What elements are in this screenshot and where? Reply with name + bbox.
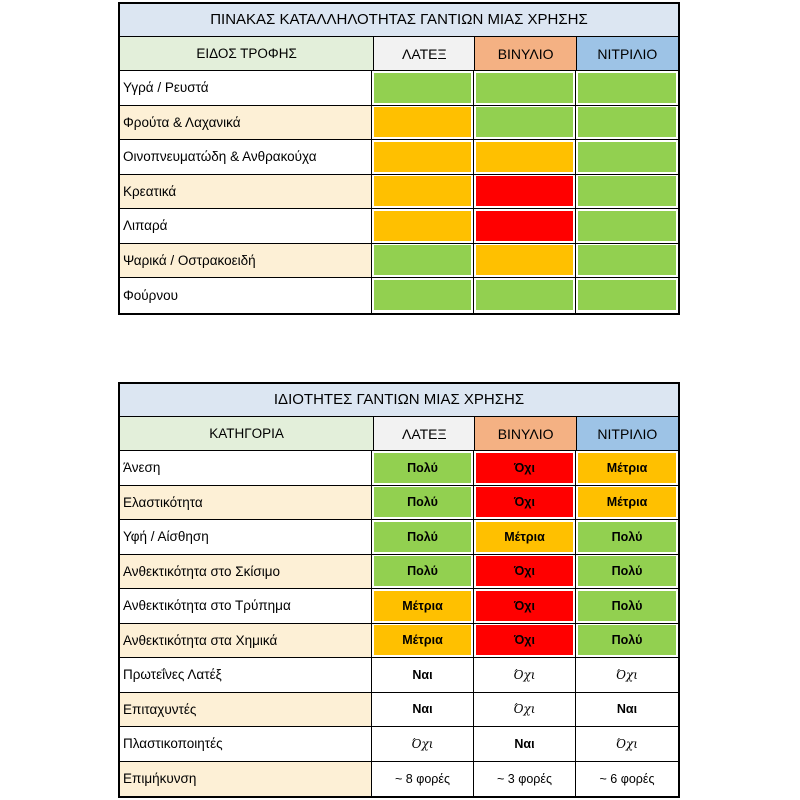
suitability-cell-latex	[372, 244, 474, 278]
table-row	[120, 727, 678, 762]
row-label: Άνεση	[120, 451, 372, 485]
suitability-cell-latex	[372, 71, 474, 105]
suitability-cell-vinyl	[474, 106, 576, 140]
property-value: Πολύ	[578, 591, 676, 621]
property-cell-nitrile	[576, 589, 678, 623]
property-cell-latex	[372, 727, 474, 761]
suitability-cell-vinyl	[474, 278, 576, 313]
row-label: Κρεατικά	[120, 175, 372, 209]
property-cell-latex	[372, 555, 474, 589]
row-label: Φρούτα & Λαχανικά	[120, 106, 372, 140]
property-cell-vinyl	[474, 451, 576, 485]
header-latex: ΛΑΤΕΞ	[374, 417, 475, 450]
property-cell-vinyl	[474, 693, 576, 727]
property-value: ~ 8 φορές	[374, 764, 471, 794]
property-value: ~ 6 φορές	[578, 764, 676, 794]
table-row	[120, 71, 678, 106]
table-row	[120, 762, 678, 797]
suitability-swatch	[374, 245, 471, 275]
property-value: Πολύ	[578, 625, 676, 655]
property-value: Μέτρια	[374, 625, 471, 655]
property-cell-latex	[372, 486, 474, 520]
suitability-swatch	[578, 142, 676, 172]
property-value: Μέτρια	[578, 487, 676, 517]
header-vinyl: ΒΙΝΥΛΙΟ	[475, 37, 576, 70]
table-row	[120, 106, 678, 141]
suitability-table	[118, 2, 680, 315]
suitability-swatch	[374, 107, 471, 137]
suitability-swatch	[476, 280, 573, 310]
property-value: Πολύ	[578, 522, 676, 552]
row-label: Πρωτεΐνες Λατέξ	[120, 658, 372, 692]
header-latex: ΛΑΤΕΞ	[374, 37, 475, 70]
property-cell-vinyl	[474, 486, 576, 520]
property-cell-vinyl	[474, 589, 576, 623]
row-label: Φούρνου	[120, 278, 372, 313]
property-cell-vinyl	[474, 658, 576, 692]
row-label: Λιπαρά	[120, 209, 372, 243]
suitability-cell-vinyl	[474, 209, 576, 243]
properties-table	[118, 382, 680, 798]
property-value: Μέτρια	[578, 453, 676, 483]
header-nitrile: ΝΙΤΡΙΛΙΟ	[577, 37, 678, 70]
row-label: Οινοπνευματώδη & Ανθρακούχα	[120, 140, 372, 174]
property-value: Ναι	[374, 694, 471, 724]
suitability-cell-nitrile	[576, 175, 678, 209]
property-value: Μέτρια	[476, 522, 573, 552]
suitability-cell-vinyl	[474, 175, 576, 209]
table-row	[120, 175, 678, 210]
property-value: Πολύ	[374, 556, 471, 586]
property-value: Όχι	[476, 487, 573, 517]
suitability-swatch	[374, 142, 471, 172]
property-cell-latex	[372, 624, 474, 658]
table-row	[120, 658, 678, 693]
property-cell-vinyl	[474, 624, 576, 658]
property-value: Όχι	[476, 591, 573, 621]
property-value: Όχι	[476, 453, 573, 483]
suitability-swatch	[374, 280, 471, 310]
suitability-cell-vinyl	[474, 244, 576, 278]
row-label: Ανθεκτικότητα στο Σκίσιμο	[120, 555, 372, 589]
property-cell-nitrile	[576, 693, 678, 727]
properties-header-row	[120, 417, 678, 451]
row-label: Ανθεκτικότητα στο Τρύπημα	[120, 589, 372, 623]
suitability-cell-nitrile	[576, 71, 678, 105]
row-label: Υφή / Αίσθηση	[120, 520, 372, 554]
property-cell-nitrile	[576, 658, 678, 692]
row-label: Πλαστικοποιητές	[120, 727, 372, 761]
property-value: Όχι	[476, 625, 573, 655]
table-row	[120, 589, 678, 624]
suitability-swatch	[578, 211, 676, 241]
property-cell-latex	[372, 658, 474, 692]
property-cell-nitrile	[576, 555, 678, 589]
suitability-swatch	[476, 107, 573, 137]
property-value: Ναι	[374, 660, 471, 690]
suitability-cell-nitrile	[576, 106, 678, 140]
suitability-swatch	[578, 176, 676, 206]
property-value: Ναι	[476, 729, 573, 759]
property-value: Όχι	[578, 729, 676, 759]
suitability-swatch	[476, 73, 573, 103]
property-value: Πολύ	[374, 487, 471, 517]
property-value: Πολύ	[374, 522, 471, 552]
property-cell-nitrile	[576, 451, 678, 485]
table-row	[120, 278, 678, 313]
suitability-swatch	[578, 280, 676, 310]
suitability-swatch	[578, 73, 676, 103]
table-row	[120, 486, 678, 521]
property-value: Όχι	[476, 556, 573, 586]
suitability-cell-vinyl	[474, 140, 576, 174]
property-cell-vinyl	[474, 555, 576, 589]
property-value: ~ 3 φορές	[476, 764, 573, 794]
property-value: Πολύ	[374, 453, 471, 483]
suitability-table-title: ΠΙΝΑΚΑΣ ΚΑΤΑΛΛΗΛΟΤΗΤΑΣ ΓΑΝΤΙΩΝ ΜΙΑΣ ΧΡΗΣΗΣ	[120, 4, 678, 37]
property-value: Όχι	[476, 660, 573, 690]
suitability-swatch	[374, 176, 471, 206]
property-value: Όχι	[374, 729, 471, 759]
suitability-cell-nitrile	[576, 140, 678, 174]
suitability-swatch	[374, 211, 471, 241]
suitability-swatch	[476, 176, 573, 206]
property-cell-nitrile	[576, 762, 678, 797]
row-label: Ελαστικότητα	[120, 486, 372, 520]
suitability-cell-vinyl	[474, 71, 576, 105]
suitability-cell-nitrile	[576, 278, 678, 313]
property-value: Ναι	[578, 694, 676, 724]
row-label: Ψαρικά / Οστρακοειδή	[120, 244, 372, 278]
table-row	[120, 244, 678, 279]
header-nitrile: ΝΙΤΡΙΛΙΟ	[577, 417, 678, 450]
table-row	[120, 140, 678, 175]
property-value: Μέτρια	[374, 591, 471, 621]
property-cell-latex	[372, 520, 474, 554]
property-cell-vinyl	[474, 727, 576, 761]
property-cell-vinyl	[474, 520, 576, 554]
property-value: Πολύ	[578, 556, 676, 586]
suitability-cell-latex	[372, 140, 474, 174]
header-food-type: ΕΙΔΟΣ ΤΡΟΦΗΣ	[120, 37, 374, 70]
suitability-swatch	[476, 245, 573, 275]
suitability-header-row	[120, 37, 678, 71]
property-cell-latex	[372, 451, 474, 485]
property-cell-nitrile	[576, 486, 678, 520]
suitability-cell-latex	[372, 209, 474, 243]
table-row	[120, 693, 678, 728]
suitability-swatch	[578, 107, 676, 137]
suitability-cell-latex	[372, 175, 474, 209]
table-row	[120, 555, 678, 590]
header-vinyl: ΒΙΝΥΛΙΟ	[475, 417, 576, 450]
table-row	[120, 451, 678, 486]
property-cell-nitrile	[576, 727, 678, 761]
table-row	[120, 624, 678, 659]
row-label: Επιταχυντές	[120, 693, 372, 727]
property-cell-latex	[372, 693, 474, 727]
property-cell-latex	[372, 589, 474, 623]
table-row	[120, 520, 678, 555]
row-label: Επιμήκυνση	[120, 762, 372, 797]
suitability-swatch	[476, 211, 573, 241]
property-cell-latex	[372, 762, 474, 797]
property-cell-nitrile	[576, 624, 678, 658]
suitability-cell-nitrile	[576, 209, 678, 243]
table-row	[120, 209, 678, 244]
property-cell-vinyl	[474, 762, 576, 797]
property-value: Όχι	[476, 694, 573, 724]
row-label: Ανθεκτικότητα στα Χημικά	[120, 624, 372, 658]
properties-table-title: ΙΔΙΟΤΗΤΕΣ ΓΑΝΤΙΩΝ ΜΙΑΣ ΧΡΗΣΗΣ	[120, 384, 678, 417]
suitability-cell-latex	[372, 278, 474, 313]
suitability-cell-latex	[372, 106, 474, 140]
suitability-cell-nitrile	[576, 244, 678, 278]
suitability-swatch	[578, 245, 676, 275]
row-label: Υγρά / Ρευστά	[120, 71, 372, 105]
property-value: Όχι	[578, 660, 676, 690]
suitability-swatch	[476, 142, 573, 172]
header-category: ΚΑΤΗΓΟΡΙΑ	[120, 417, 374, 450]
suitability-swatch	[374, 73, 471, 103]
property-cell-nitrile	[576, 520, 678, 554]
